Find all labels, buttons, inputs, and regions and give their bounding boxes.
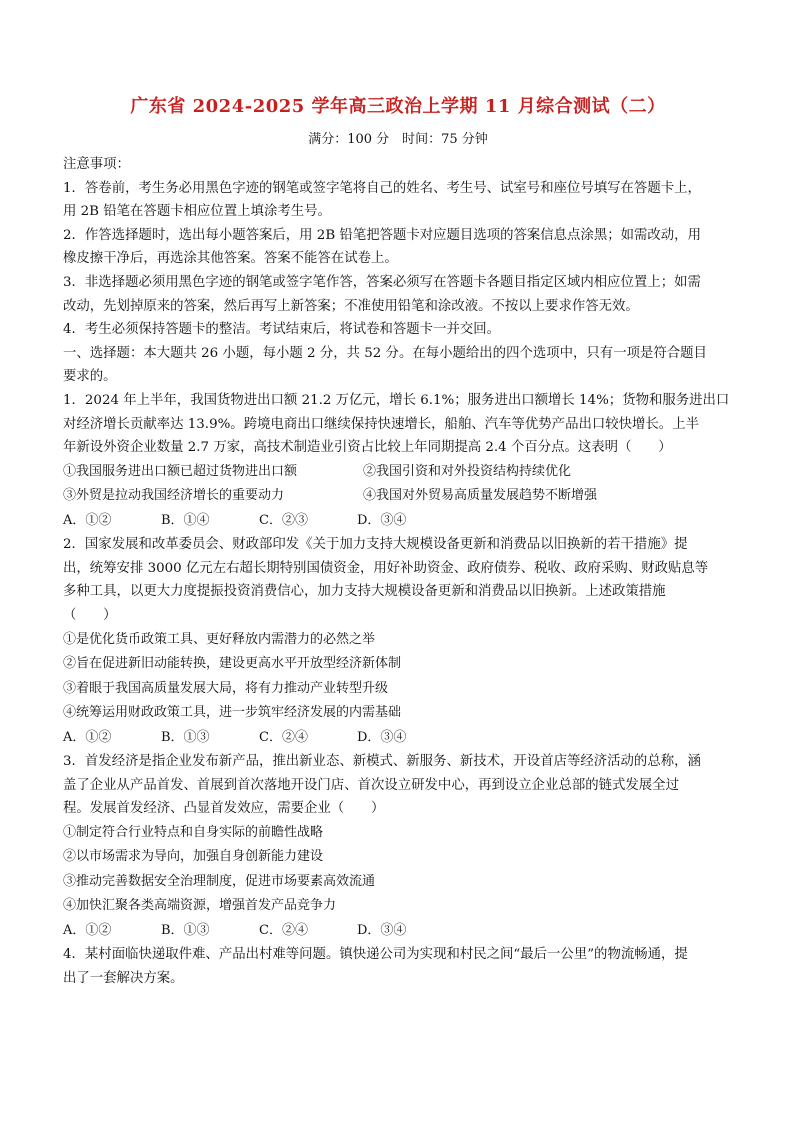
question-stem-line: 4．某村面临快递取件难、产品出村难等问题。镇快递公司为实现和村民之间“最后一公里”的物流畅通，提 bbox=[63, 947, 688, 963]
notice-line: 用 2B 铅笔在答题卡相应位置上填涂考生号。 bbox=[63, 204, 331, 220]
statement-item: ①我国服务进出口额已超过货物进出口额 bbox=[63, 463, 298, 479]
section-heading bbox=[63, 342, 733, 389]
question-4 bbox=[63, 943, 733, 990]
question-stem-line: 出，统筹安排 3000 亿元左右超长期特别国债资金，用好补助资金、政府债券、税收、政府采购、财政贴息等 bbox=[63, 560, 709, 576]
question-stem-line: 3．首发经济是指企业发布新产品，推出新业态、新模式、新服务、新技术，开设首店等经济活动的总称，涵 bbox=[63, 754, 701, 770]
question-stem-line: 对经济增长贡献率达 13.9%。跨境电商出口继续保持快速增长，船舶、汽车等优势产品出口较快增长。上半 bbox=[63, 416, 699, 432]
question-stem-line: 出了一套解决方案。 bbox=[63, 970, 184, 986]
question-1 bbox=[63, 389, 733, 533]
answer-options bbox=[63, 726, 733, 751]
notice-heading: 注意事项： bbox=[63, 157, 130, 172]
question-stem-line: 2．国家发展和改革委员会、财政部印发《关于加力支持大规模设备更新和消费品以旧换新的若干措施》提 bbox=[63, 537, 688, 553]
statement-row bbox=[63, 460, 733, 485]
notice-line: 橡皮擦干净后，再选涂其他答案。答案不能答在试卷上。 bbox=[63, 251, 398, 267]
exam-page bbox=[63, 92, 733, 991]
section-line: 一、选择题：本大题共 26 小题，每小题 2 分，共 52 分。在每小题给出的四个选项中，只有一项是符合题目 bbox=[63, 345, 707, 361]
answer-option-d: D．③④ bbox=[357, 729, 407, 745]
notice-line: 改动，先划掉原来的答案，然后再写上新答案；不准使用铅笔和涂改液。不按以上要求作答无效。 bbox=[63, 298, 639, 314]
statement-item: ④统筹运用财政政策工具，进一步筑牢经济发展的内需基础 bbox=[63, 705, 402, 721]
answer-option-a: A．①② bbox=[63, 729, 112, 745]
question-stem-line: 盖了企业从产品首发、首展到首次落地开设门店、首次设立研发中心，再到设立企业总部的链式发展全过 bbox=[63, 777, 679, 793]
notice-section bbox=[63, 153, 733, 342]
statement-item: ②以市场需求为导向，加强自身创新能力建设 bbox=[63, 849, 324, 865]
question-stem-line: 多种工具，以更大力度提振投资消费信心，加力支持大规模设备更新和消费品以旧换新。上述政策措施 bbox=[63, 584, 666, 600]
answer-option-c: C．②④ bbox=[259, 729, 308, 745]
answer-option-b: B．①④ bbox=[161, 512, 210, 528]
statement-item: ①是优化货币政策工具、更好释放内需潜力的必然之举 bbox=[63, 631, 376, 647]
question-2 bbox=[63, 533, 733, 750]
statement-item: ③着眼于我国高质量发展大局，将有力推动产业转型升级 bbox=[63, 680, 389, 696]
question-stem-line: 年新设外资企业数量 2.7 万家，高技术制造业引资占比较上年同期提高 2.4 个百分点。这表明（ ） bbox=[63, 440, 672, 456]
answer-options bbox=[63, 919, 733, 944]
exam-subtitle: 满分：100 分 时间：75 分钟 bbox=[308, 132, 488, 147]
answer-option-c: C．②③ bbox=[259, 512, 308, 528]
notice-line: 2．作答选择题时，选出每小题答案后，用 2B 铅笔把答题卡对应题目选项的答案信息点涂黑；如需改动，用 bbox=[63, 227, 701, 243]
statement-item: ④加快汇聚各类高端资源，增强首发产品竞争力 bbox=[63, 898, 337, 914]
notice-line: 1．答卷前，考生务必用黑色字迹的钢笔或签字笔将自己的姓名、考生号、试室号和座位号填写在答题卡上， bbox=[63, 180, 701, 196]
answer-option-d: D．③④ bbox=[357, 512, 407, 528]
statement-item: ②旨在促进新旧动能转换，建设更高水平开放型经济新体制 bbox=[63, 656, 402, 672]
notice-line: 4．考生必须保持答题卡的整洁。考试结束后，将试卷和答题卡一并交回。 bbox=[63, 322, 501, 338]
answer-option-c: C．②④ bbox=[259, 922, 308, 938]
notice-line: 3．非选择题必须用黑色字迹的钢笔或签字笔作答，答案必须写在答题卡各题目指定区域内相应位置上；如需 bbox=[63, 274, 701, 290]
answer-option-a: A．①② bbox=[63, 512, 112, 528]
answer-option-b: B．①③ bbox=[161, 729, 210, 745]
answer-option-a: A．①② bbox=[63, 922, 112, 938]
statement-item: ③外贸是拉动我国经济增长的重要动力 bbox=[63, 488, 285, 504]
question-stem-line: 程。发展首发经济、凸显首发效应，需要企业（ ） bbox=[63, 801, 385, 817]
statement-item: ①制定符合行业特点和自身实际的前瞻性战略 bbox=[63, 824, 324, 840]
question-3 bbox=[63, 750, 733, 943]
question-stem-line: （ ） bbox=[63, 608, 117, 623]
statement-item: ③推动完善数据安全治理制度，促进市场要素高效流通 bbox=[63, 873, 376, 889]
question-stem-line: 1．2024 年上半年，我国货物进出口额 21.2 万亿元，增长 6.1%；服务进出口额增长 14%；货物和服务进出口 bbox=[63, 392, 730, 408]
answer-option-d: D．③④ bbox=[357, 922, 407, 938]
statement-item: ②我国引资和对外投资结构持续优化 bbox=[363, 463, 572, 479]
statement-row bbox=[63, 484, 733, 509]
answer-option-b: B．①③ bbox=[161, 922, 210, 938]
statement-item: ④我国对外贸易高质量发展趋势不断增强 bbox=[363, 488, 598, 504]
section-line: 要求的。 bbox=[63, 369, 117, 385]
exam-title: 广东省 2024-2025 学年高三政治上学期 11 月综合测试（二） bbox=[130, 96, 666, 117]
answer-options bbox=[63, 509, 733, 534]
